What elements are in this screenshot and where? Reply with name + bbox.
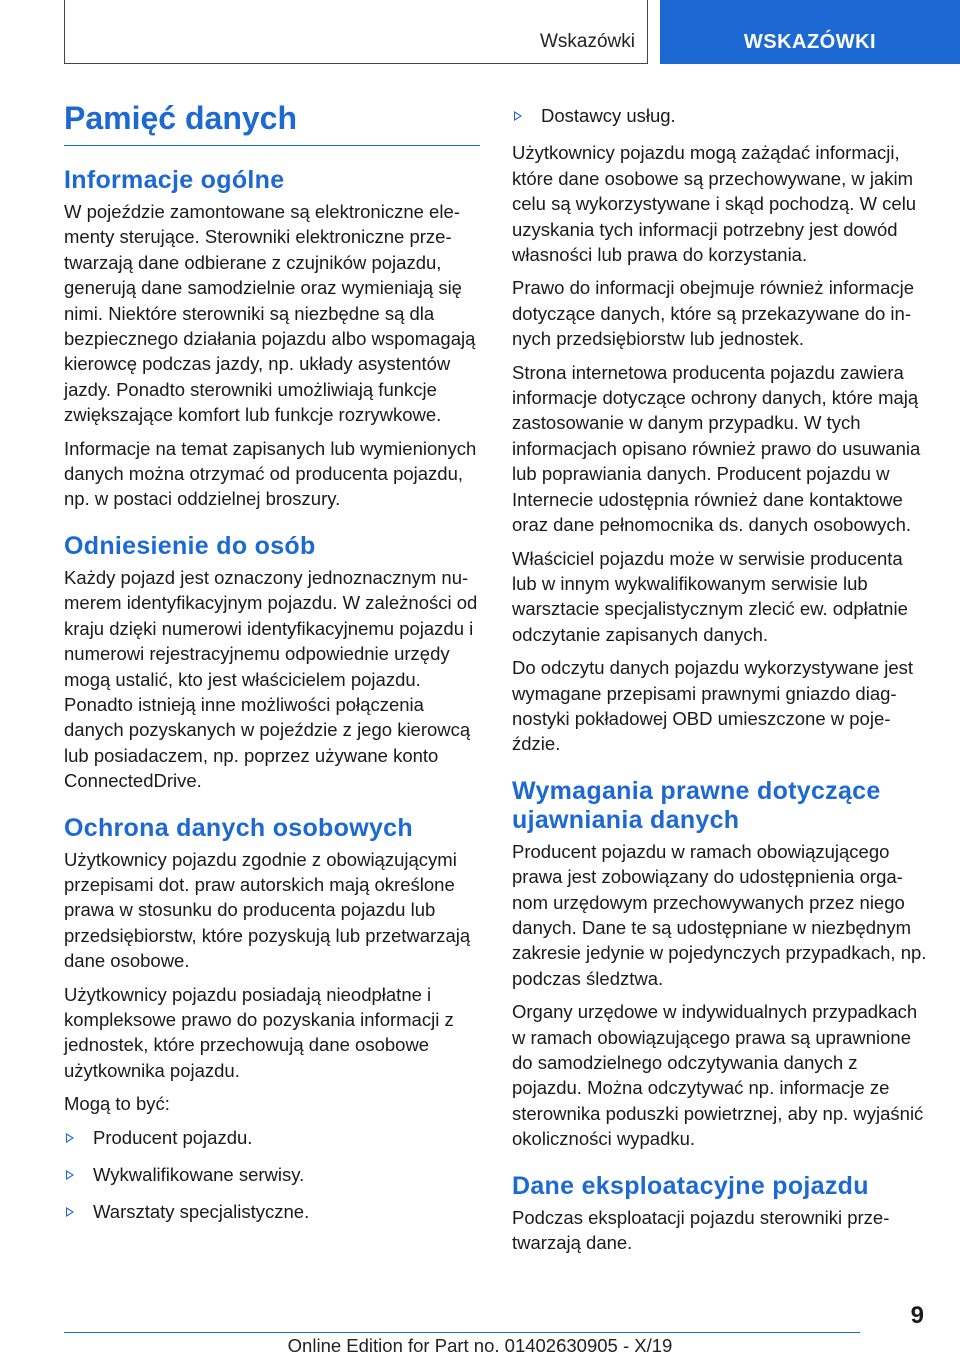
paragraph: W pojeździe zamontowane są elektroniczne elementy sterujące. Sterowniki elektroniczne przetwarzają dane odbierane z czujników pojazdu, generują dane samodzielnie oraz wymieniają się nimi. Niektóre sterowniki są niezbędne są dla bezpiecznego działania pojazdu albo wspomagają kierowcę podczas jazdy, np. układy asystentów jazdy. Ponadto sterowniki umożliwiają funkcje zwiększające komfort lub funkcje rozrywkowe. — [64, 201, 476, 426]
bullet-list — [64, 1125, 480, 1225]
page-number: 9 — [910, 1302, 924, 1329]
list-item-text: Producent pojazdu. — [93, 1126, 253, 1148]
bullet-list — [512, 103, 928, 128]
paragraph: Strona internetowa producenta pojazdu zawiera informacje dotyczące ochrony danych, które mają zastosowanie w danym przypadku. W tych informacjach opisano również prawo do usuwania lub poprawiania danych. Producent pojazdu w Internecie udostępnia również dane kontaktowe oraz dane pełnomocnika ds. danych osobowych. — [512, 361, 921, 536]
triangle-bullet-icon — [66, 1170, 74, 1180]
paragraph: Właściciel pojazdu może w serwisie producenta lub w innym wykwalifikowanym serwisie lub warsztacie specjalistycznym zlecić ew. odpłatnie odczytanie zapisanych danych. — [512, 547, 908, 645]
page-title: Pamięć danych — [64, 100, 480, 146]
heading-data-protection: Ochrona danych osobowych — [64, 813, 413, 842]
triangle-bullet-icon — [66, 1133, 74, 1143]
list-item-text: Wykwalifikowane serwisy. — [93, 1164, 305, 1185]
triangle-bullet-icon — [514, 111, 522, 121]
paragraph: Użytkownicy pojazdu posiadają nieodpłatne i kompleksowe prawo do pozyskania informacji z jednostek, które przechowują dane osobowe użytkownika pojazdu. — [64, 983, 454, 1081]
triangle-bullet-icon — [66, 1207, 74, 1217]
footer-divider — [64, 1332, 860, 1333]
list-item — [512, 103, 928, 128]
heading-general-info: Informacje ogólne — [64, 166, 285, 194]
header-tab-label: WSKAZÓWKI — [743, 31, 877, 53]
paragraph: Producent pojazdu w ramach obowiązującego prawa jest zobowiązany do udostępnienia organom urzędowym przechowywanych przez niego danych. Dane te są udostępniane w niezbędnym zakresie jedynie w pojedynczych przypadkach, np. podczas śledztwa. — [512, 840, 927, 989]
paragraph: Organy urzędowe w indywidualnych przypadkach w ramach obowiązującego prawa są uprawnione do samodzielnego odczytywania danych z pojazdu. Można odczytywać np. informacje ze sterownika poduszki powietrznej, aby np. wyjaśnić okoliczności wypadku. — [512, 1001, 924, 1150]
header-section-label: Wskazówki — [539, 31, 635, 52]
paragraph: Mogą to być: — [64, 1093, 170, 1115]
list-item-text: Warsztaty specjalistyczne. — [93, 1201, 310, 1223]
paragraph: Do odczytu danych pojazdu wykorzystywane jest wymagane przepisami prawnymi gniazdo diagnostyki pokładowej OBD umieszczone w pojeździe. — [512, 657, 914, 755]
heading-operating-data: Dane eksploatacyjne pojazdu — [512, 1171, 869, 1200]
paragraph: Informacje na temat zapisanych lub wymienionych danych można otrzymać od producenta pojazdu, np. w postaci oddzielnej broszury. — [64, 437, 477, 510]
right-column — [512, 103, 928, 1263]
heading-legal-requirements: Wymagania prawne dotyczące ujawniania danych — [512, 776, 881, 834]
list-item — [64, 1199, 480, 1224]
left-column — [64, 100, 480, 1237]
heading-person-reference: Odniesienie do osób — [64, 531, 316, 560]
paragraph: Prawo do informacji obejmuje również informacje dotyczące danych, które są przekazywane do innych przedsiębiorstw lub jednostek. — [512, 277, 915, 350]
list-item-text: Dostawcy usług. — [541, 105, 676, 126]
list-item — [64, 1162, 480, 1187]
footer-edition: Online Edition for Part no. 01402630905 - X/19 — [287, 1335, 673, 1356]
paragraph: Każdy pojazd jest oznaczony jednoznacznym numerem identyfikacyjnym pojazdu. W zależności od kraju dzięki numerowi identyfikacyjnemu pojazdu i numerowi rejestracyjnemu odpowiednie urzędy mogą ustalić, kto jest właścicielem pojazdu. Ponadto istnieją inne możliwości połączenia danych pozyskanych w pojeździe z jego kierowcą lub posiadaczem, np. poprzez używane konto ConnectedDrive. — [64, 566, 478, 792]
paragraph: Użytkownicy pojazdu mogą zażądać informacji, które dane osobowe są przechowywane, w jakim celu są wykorzystywane i skąd pochodzą. W celu uzyskania tych informacji potrzebny jest dowód własności lub prawa do korzystania. — [512, 142, 917, 266]
header-section-tab[interactable] — [660, 0, 960, 64]
list-item — [64, 1125, 480, 1150]
paragraph: Podczas eksploatacji pojazdu sterowniki przetwarzają dane. — [512, 1206, 890, 1254]
paragraph: Użytkownicy pojazdu zgodnie z obowiązującymi przepisami dot. praw autorskich mają określone prawa w stosunku do producenta pojazdu lub przedsiębiorstw, które pozyskują lub przetwarzają dane osobowe. — [64, 848, 471, 972]
header-box — [64, 0, 648, 64]
